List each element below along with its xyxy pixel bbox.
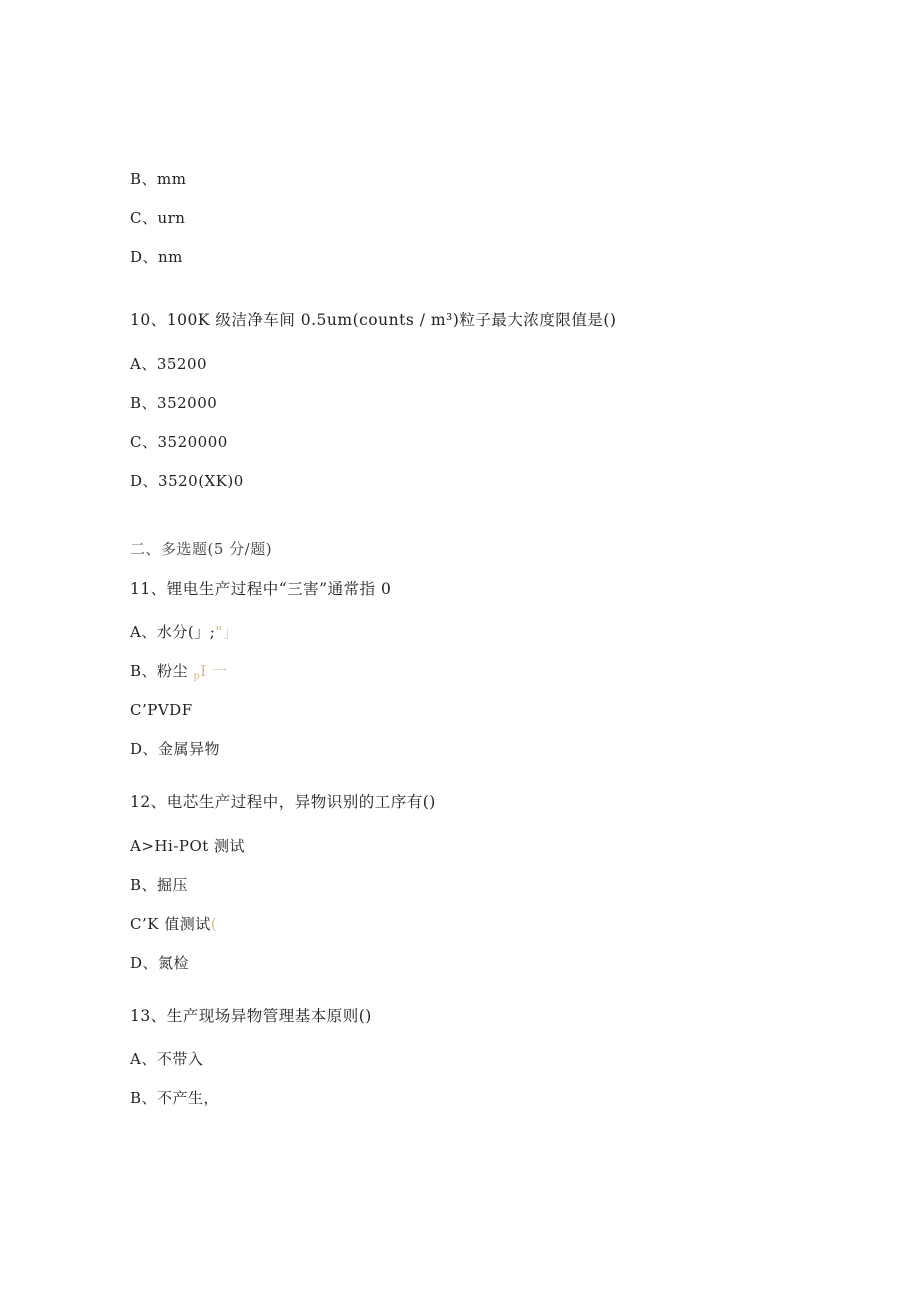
q9-option-c: C、urn [130, 209, 186, 227]
q12-stem: 12、电芯生产过程中，异物识别的工序有() [130, 793, 436, 811]
q11-option-a-text: A、水分( [130, 623, 195, 641]
q11-option-c: C’PVDF [130, 701, 193, 719]
q12-option-a: A>Hi-POt 测试 [130, 837, 246, 855]
q9-option-d: D、nm [130, 248, 183, 266]
q13-option-b: B、不产生， [130, 1089, 220, 1107]
q11-option-b [130, 661, 227, 687]
q13-stem: 13、生产现场异物管理基本原则() [130, 1007, 372, 1025]
q9-option-b: B、mm [130, 170, 187, 188]
q11-option-a-mark: 」; [194, 623, 216, 641]
q11-option-a-faint-mark: "」 [215, 623, 239, 641]
q10-option-b: B、352000 [130, 394, 218, 412]
q12-option-c-faint-mark: ( [210, 915, 218, 933]
q10-option-d: D、3520(XK)0 [130, 472, 244, 490]
q10-stem: 10、100K 级洁净车间 0.5um(counts / m³)粒子最大浓度限值是() [130, 311, 617, 329]
q10-option-c: C、3520000 [130, 433, 228, 451]
q11-option-b-faint-mark-2: I 一 [200, 662, 228, 680]
q10-option-a: A、35200 [130, 355, 208, 373]
q12-option-d: D、氮检 [130, 954, 190, 972]
q11-option-a [130, 622, 238, 642]
section-title-multiple-choice: 二、多选题(5 分/题) [130, 540, 273, 558]
q11-option-b-text: B、粉尘 [130, 662, 189, 680]
q11-option-b-faint-mark: p [193, 671, 201, 682]
q12-option-c-text: C’K 值测试 [130, 915, 211, 933]
q12-option-b: B、掘压 [130, 876, 189, 894]
q12-option-c [130, 914, 217, 934]
q11-stem: 11、锂电生产过程中“三害”通常指 0 [130, 580, 392, 598]
q13-option-a: A、不带入 [130, 1050, 204, 1068]
q11-option-d: D、金属异物 [130, 740, 221, 758]
